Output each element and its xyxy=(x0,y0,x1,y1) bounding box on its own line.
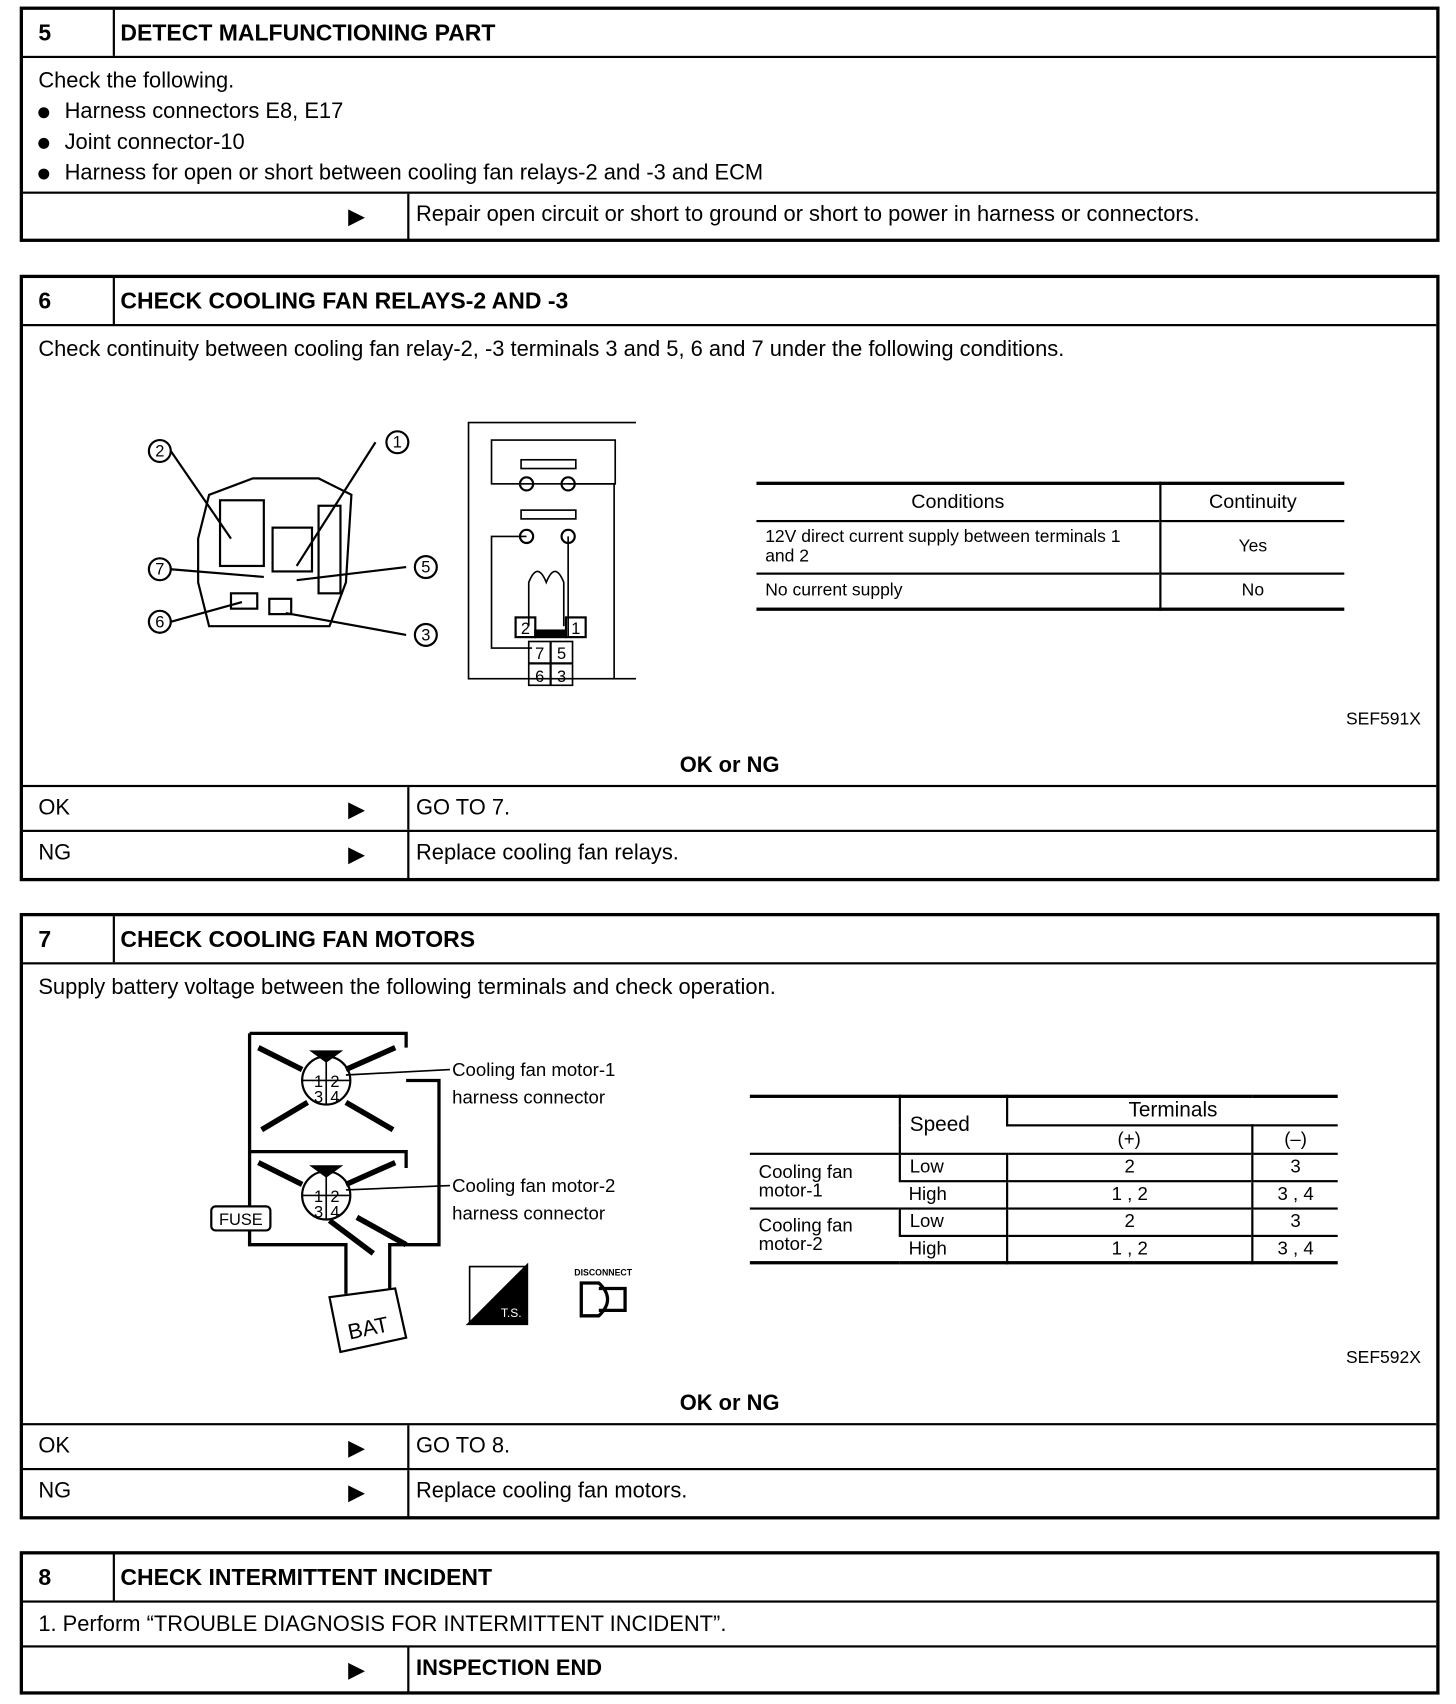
svg-text:2: 2 xyxy=(330,1073,340,1092)
arrow-icon: ▶ xyxy=(348,798,365,823)
svg-text:4: 4 xyxy=(330,1203,340,1222)
step-intro: Check the following. xyxy=(38,68,235,94)
step-intro: Supply battery voltage between the following terminals and check operation. xyxy=(38,975,776,1000)
step-number: 7 xyxy=(38,927,52,953)
figure-ref: SEF592X xyxy=(1345,1348,1421,1368)
step-header xyxy=(23,10,1436,58)
arrow-icon: ▶ xyxy=(348,1436,365,1461)
result-row-ng: NG ▶ Replace cooling fan motors. xyxy=(23,1468,1436,1518)
arrow-icon: ▶ xyxy=(348,204,365,229)
result-row-ok: OK ▶ GO TO 8. xyxy=(23,1423,1436,1468)
ok-or-ng-label: OK or NG xyxy=(679,1391,780,1416)
pin-label: 1 xyxy=(392,433,402,452)
step-title: CHECK COOLING FAN MOTORS xyxy=(120,927,476,953)
result-row xyxy=(23,1645,1436,1693)
svg-text:harness connector: harness connector xyxy=(452,1202,606,1224)
svg-text:Cooling fan motor-2: Cooling fan motor-2 xyxy=(452,1175,616,1197)
result-row-ok: OK ▶ GO TO 7. xyxy=(23,785,1436,830)
step-title: CHECK INTERMITTENT INCIDENT xyxy=(120,1565,493,1591)
svg-text:1: 1 xyxy=(571,619,581,638)
svg-text:7: 7 xyxy=(535,645,545,664)
pin-label: 7 xyxy=(155,560,165,579)
svg-text:5: 5 xyxy=(557,645,567,664)
svg-text:4: 4 xyxy=(330,1088,340,1107)
pin-label: 6 xyxy=(155,613,165,632)
table-row: Cooling fan motor-2 Low 2 3 xyxy=(750,1208,1338,1235)
step-8 xyxy=(20,1551,1440,1694)
ts-label: T.S. xyxy=(500,1305,522,1320)
bullet-item: Joint connector-10 xyxy=(38,130,244,155)
result-row-ng: NG ▶ Replace cooling fan relays. xyxy=(23,830,1436,880)
svg-text:1: 1 xyxy=(313,1187,324,1206)
svg-text:3: 3 xyxy=(557,667,567,686)
step-number: 8 xyxy=(38,1565,52,1591)
arrow-icon: ▶ xyxy=(348,842,365,868)
svg-text:2: 2 xyxy=(520,619,531,638)
disconnect-label: DISCONNECT xyxy=(574,1267,633,1278)
relay-diagram xyxy=(132,418,636,703)
result-row xyxy=(23,192,1436,241)
svg-text:1: 1 xyxy=(313,1073,324,1092)
step-7 xyxy=(20,913,1440,1519)
step-intro: 1. Perform “TROUBLE DIAGNOSIS FOR INTERMITTENT INCIDENT”. xyxy=(38,1612,727,1637)
result-text: Repair open circuit or short to ground or short to power in harness or connectors. xyxy=(415,202,1200,227)
svg-text:3: 3 xyxy=(313,1088,324,1107)
battery-label: BAT xyxy=(345,1311,391,1345)
bullet-item: Harness connectors E8, E17 xyxy=(38,100,343,125)
step-header xyxy=(23,1554,1436,1602)
figure-ref: SEF591X xyxy=(1345,710,1421,730)
pin-label: 3 xyxy=(421,626,431,645)
table-row: 12V direct current supply between terminals 1 and 2 Yes xyxy=(756,521,1344,574)
table-row: Cooling fan motor-1 Low 2 3 xyxy=(750,1153,1338,1180)
step-header xyxy=(23,278,1436,326)
pin-label: 2 xyxy=(155,442,165,461)
table-row: No current supply No xyxy=(756,573,1344,609)
step-number: 5 xyxy=(38,20,52,46)
continuity-table: Conditions Continuity 12V direct current supply between terminals 1 and 2 Yes No current supply No xyxy=(756,482,1344,611)
fan-motor-wiring-diagram xyxy=(209,1026,669,1365)
terminals-table: Speed Terminals (+) (–) Cooling fan motor-1 Low 2 3 High 1 , 2 3 , 4 Cooling fan motor-2 Low 2 3 High 1 , 2 3 , 4 xyxy=(750,1095,1338,1265)
svg-text:3: 3 xyxy=(313,1203,324,1222)
svg-text:2: 2 xyxy=(330,1187,340,1206)
svg-text:Cooling fan motor-1: Cooling fan motor-1 xyxy=(452,1059,616,1081)
step-number: 6 xyxy=(38,289,52,315)
ok-or-ng-label: OK or NG xyxy=(679,753,780,778)
step-6 xyxy=(20,275,1440,881)
table-row: High 1 , 2 3 , 4 xyxy=(750,1235,1338,1262)
step-intro: Check continuity between cooling fan relay-2, -3 terminals 3 and 5, 6 and 7 under the following conditions. xyxy=(38,337,1065,362)
table-row: High 1 , 2 3 , 4 xyxy=(750,1181,1338,1208)
step-header xyxy=(23,916,1436,964)
step-title: CHECK COOLING FAN RELAYS-2 AND -3 xyxy=(120,289,569,315)
svg-text:harness connector: harness connector xyxy=(452,1086,606,1108)
arrow-icon: ▶ xyxy=(348,1658,365,1683)
pin-label: 5 xyxy=(421,558,431,577)
svg-text:6: 6 xyxy=(535,667,545,686)
result-text: INSPECTION END xyxy=(415,1656,603,1681)
bullet-item: Harness for open or short between cooling fan relays-2 and -3 and ECM xyxy=(38,161,763,186)
arrow-icon: ▶ xyxy=(348,1481,365,1506)
step-title: DETECT MALFUNCTIONING PART xyxy=(120,20,496,46)
fuse-label: FUSE xyxy=(218,1210,263,1229)
step-5 xyxy=(20,7,1440,242)
